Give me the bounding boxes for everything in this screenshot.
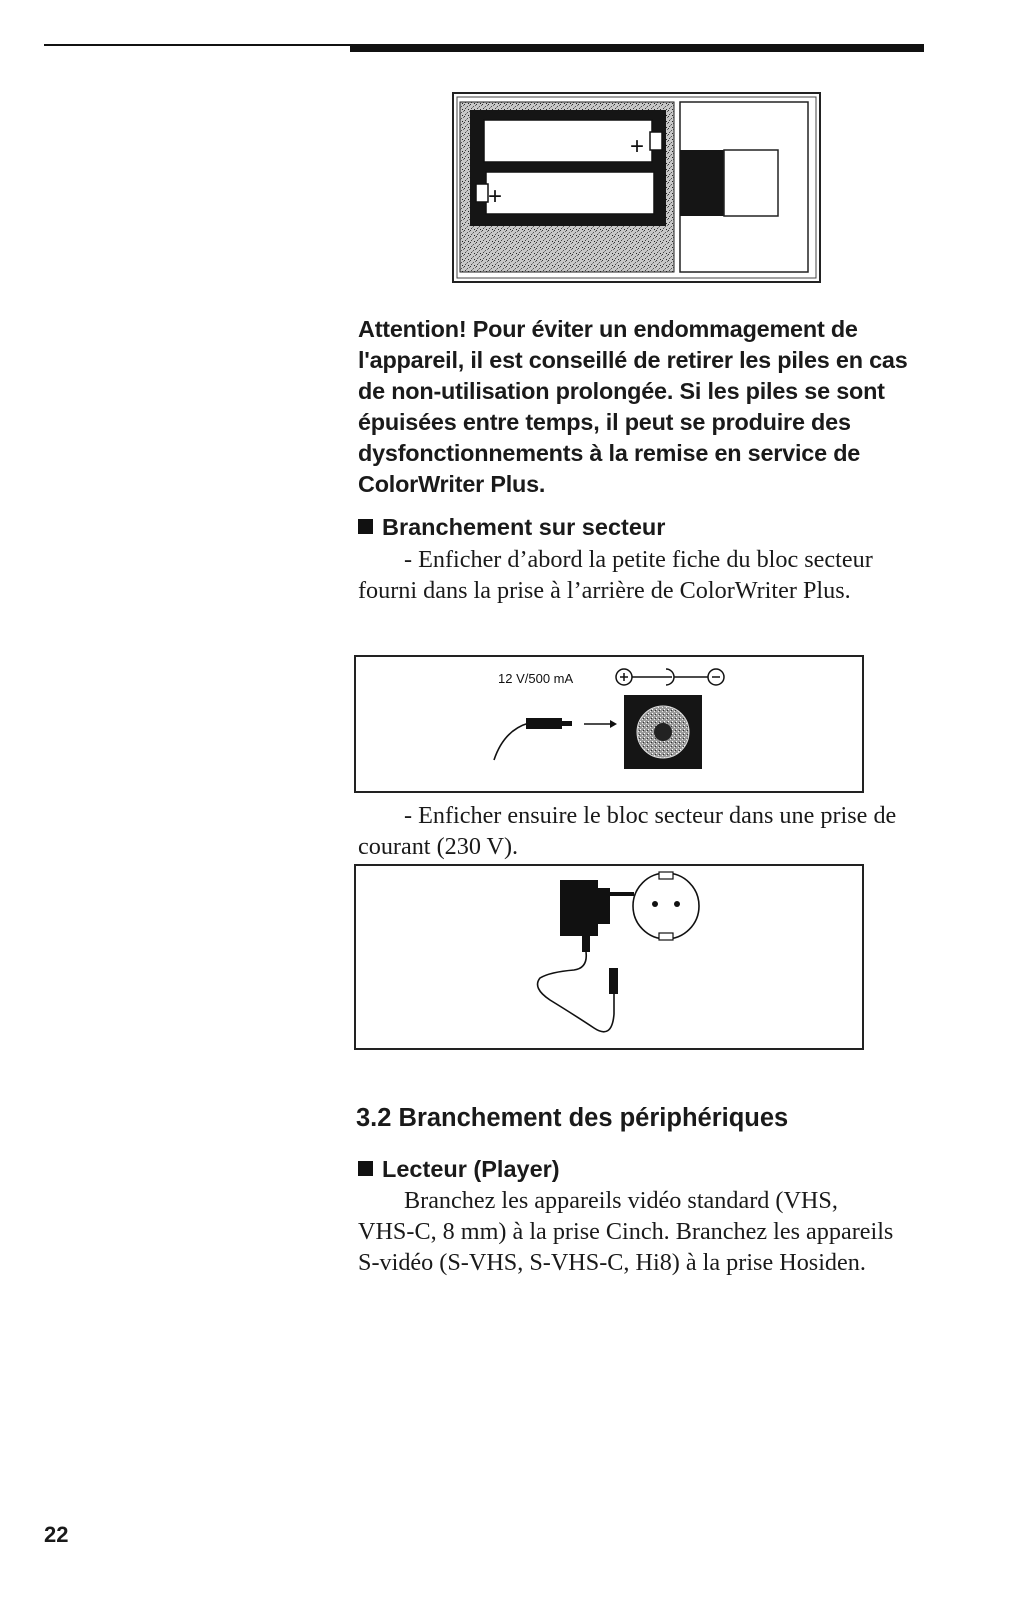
- battery-plus-1: +: [630, 133, 645, 160]
- section-title-peripherals: 3.2 Branchement des périphériques: [356, 1104, 789, 1132]
- mains-step-1-label: - Enficher d’abord la petite fiche du bloc secteur fourni dans la prise à l’arrière de ColorWriter Plus.: [358, 546, 873, 604]
- dc-socket-icon: [624, 695, 702, 769]
- battery-plus-2: +: [488, 183, 503, 210]
- top-rule-thick: [350, 45, 924, 52]
- mains-connection-heading-label: Branchement sur secteur: [382, 514, 666, 540]
- player-text: [358, 1185, 898, 1278]
- player-text-label: Branchez les appareils vidéo standard (VHS, VHS-C, 8 mm) à la prise Cinch. Branchez les appareils S-vidéo (S-VHS, S-VHS-C, Hi8) à la prise Hosiden.: [358, 1187, 894, 1276]
- square-bullet-icon: [358, 519, 373, 534]
- mains-step-1-text: [358, 544, 898, 606]
- square-bullet-icon: [358, 1161, 373, 1176]
- power-plug-figure: [354, 655, 866, 795]
- wall-outlet-icon: [633, 872, 699, 940]
- wall-socket-figure: [354, 864, 866, 1052]
- plug-voltage-label: 12 V/500 mA: [498, 671, 574, 686]
- battery-compartment-figure: [452, 92, 822, 284]
- battery-warning-text: Attention! Pour éviter un endommagement de l'appareil, il est conseillé de retirer les piles en cas de non-utilisation prolongée. Si les piles se sont épuisées entre temps, il peut se produire des dysfonctionnements à la remise en service de ColorWriter Plus.: [358, 316, 908, 497]
- mains-step-2-label: - Enficher ensuire le bloc secteur dans une prise de courant (230 V).: [358, 802, 897, 860]
- page-number: 22: [44, 1522, 69, 1547]
- player-heading-label: Lecteur (Player): [382, 1156, 560, 1182]
- player-heading: [358, 1154, 560, 1184]
- mains-step-2-text: [358, 800, 898, 862]
- mains-connection-heading: [358, 512, 665, 542]
